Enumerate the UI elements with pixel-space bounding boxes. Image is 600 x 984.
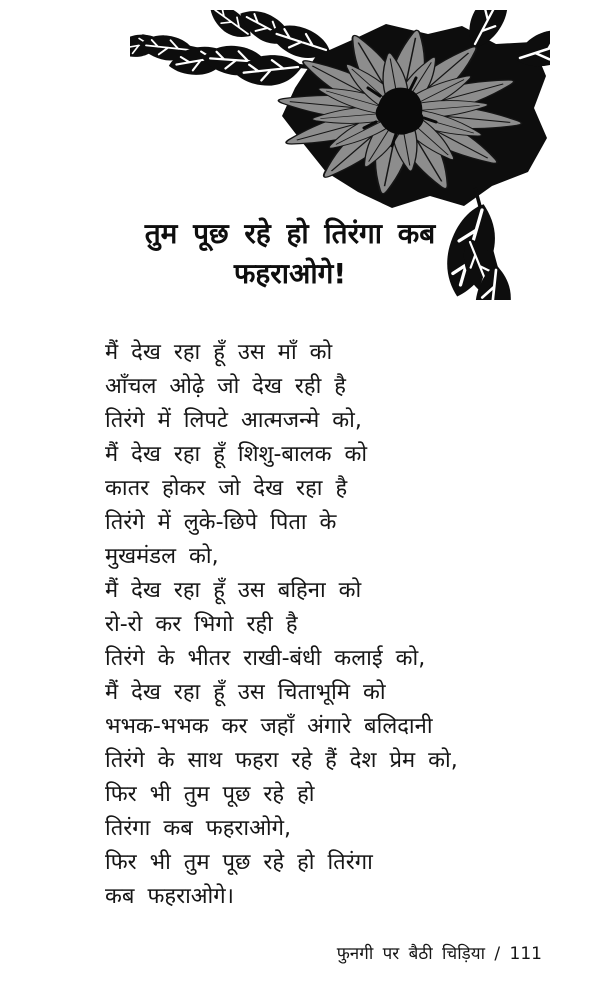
poem-line: तिरंगे में लुके-छिपे पिता के xyxy=(105,510,337,535)
poem-line: तिरंगा कब फहराओगे, xyxy=(105,816,291,841)
poem-line: भभक-भभक कर जहाँ अंगारे बलिदानी xyxy=(105,714,433,739)
poem-title-line: तुम पूछ रहे हो तिरंगा कब xyxy=(144,217,436,250)
poem-line: आँचल ओढ़े जो देख रही है xyxy=(105,374,346,399)
poem-line: फिर भी तुम पूछ रहे हो xyxy=(105,782,315,807)
poem-line: रो-रो कर भिगो रही है xyxy=(105,612,298,637)
page-footer xyxy=(337,942,542,966)
poem-line: मैं देख रहा हूँ उस चिताभूमि को xyxy=(105,680,386,705)
poem-line: फिर भी तुम पूछ रहे हो तिरंगा xyxy=(105,850,373,875)
poem-line: मैं देख रहा हूँ शिशु-बालक को xyxy=(105,442,368,467)
poem-line: कब फहराओगे। xyxy=(105,884,235,909)
page-number: 111 xyxy=(509,944,542,964)
book-title: फुनगी पर बैठी चिड़िया xyxy=(336,944,485,964)
poem-line: मुखमंडल को, xyxy=(105,544,219,569)
poem-title-line: फहराओगे! xyxy=(233,257,347,290)
footer-separator: / xyxy=(485,944,510,964)
poem-line: तिरंगे के भीतर राखी-बंधी कलाई को, xyxy=(105,646,426,671)
poem-body xyxy=(105,336,565,914)
poem-title xyxy=(70,214,510,294)
poem-line: तिरंगे में लिपटे आत्मजन्मे को, xyxy=(105,408,362,433)
poem-line: मैं देख रहा हूँ उस माँ को xyxy=(105,340,333,365)
poem-line: कातर होकर जो देख रहा है xyxy=(105,476,348,501)
poem-line: तिरंगे के साथ फहरा रहे हैं देश प्रेम को, xyxy=(105,748,458,773)
poem-line: मैं देख रहा हूँ उस बहिना को xyxy=(105,578,362,603)
